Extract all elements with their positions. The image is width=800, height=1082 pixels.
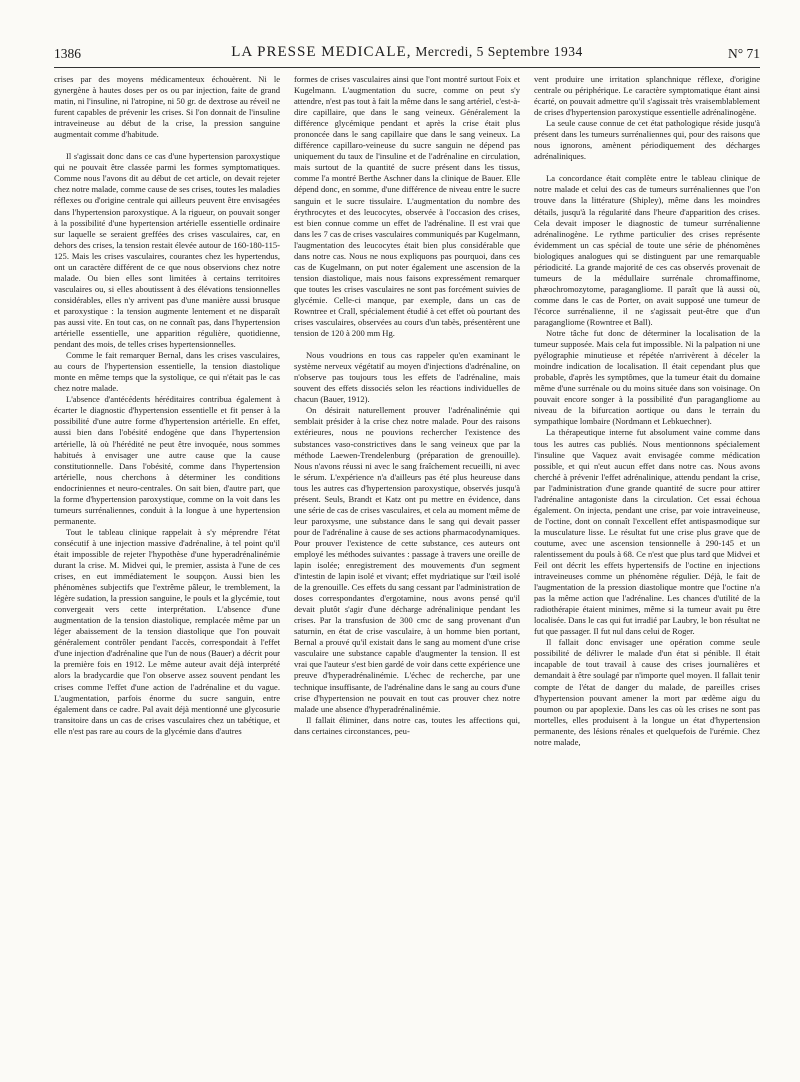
text-column-middle [294, 74, 520, 1072]
paragraph: vent produire une irritation splanchnique réflexe, d'origine centrale ou périphérique. Le caractère symptomatique étant ainsi écarté, on pouvait admettre qu'il s'agissait très vraisemblablement de crises d'hypertension paroxystique essentielle adrénalinogène. [534, 74, 760, 118]
paragraph: Notre tâche fut donc de déterminer la localisation de la tumeur supposée. Mais cela fut impossible. Ni la palpation ni une pyélographie minutieuse et répétée n'arrivèrent à déceler la moindre indication de localisation. Il était cependant plus que probable, d'après les symptômes, que la tumeur était du domaine même d'une surrénale ou du moins située dans son voisinage. On pouvait encore songer à la possibilité d'un paragangliome au niveau de la bifurcation aortique ou dans le terrain du sympathique lombaire (Nordmann et Lebkuechner). [534, 328, 760, 427]
text-column-left [54, 74, 280, 1072]
header-rule [54, 67, 760, 68]
paragraph: La concordance était complète entre le tableau clinique de notre malade et celui des cas de tumeurs surrénaliennes que l'on trouve dans la littérature (Shipley), même dans les moindres détails, jusqu'à la régularité dans l'heure d'apparition des crises. Cela devait imposer le diagnostic de tumeur surrénalienne adrénalinogène. Le rythme particulier des crises représente évidemment un cas spécial de toute une série de phénomènes biologiques analogues qui se distinguent par une remarquable périodicité. La grande majorité de ces cas observés provenait de tumeurs de la médullaire surrénale chromaffinome, phæochromozytome, paragangliome. Il paraît que là aussi où, comme dans le cas de Porter, on avait supposé une tumeur de l'écorce surrénalienne, il ne s'agissait peut-être que d'un paragangliome (Rowntree et Ball). [534, 173, 760, 327]
running-title [54, 44, 760, 61]
page-header [54, 44, 760, 68]
paragraph: La thérapeutique interne fut absolument vaine comme dans tous les autres cas publiés. Nous mentionnons spécialement l'insuline que Vaquez avait envisagée comme médication possible, et qui n'eut aucun effet dans notre cas. Nous avons cherché à prévenir l'effet adrénalinique, attendu pendant la crise, par l'administration d'une grande quantité de sucre pour attirer l'adrénaline antagoniste dans la circulation. Cet essai échoua également. On injecta, pendant une crise, par voie intraveineuse, de l'octine, dont on connaît l'excellent effet antispasmodique sur la musculature lisse. Le résultat fut une crise plus grave que de coutume, avec une ascension tensionnelle à 290-145 et un ralentissement du pouls à 68. Ce n'est que plus tard que Midvei et Feil ont décrit les effets hypertensifs de l'octine en injections intraveineuses comme un phénomène régulier. Déjà, le fait de l'augmentation de la pression diastolique montre que l'octine n'a pas la même action que l'adrénaline. Les chances d'utilité de la radiothérapie étaient minimes, même si la tumeur avait pu être localisée. Dans le cas qui fut irradié par Laubry, le bon résultat ne fut que passager. Il fut nul dans celui de Roger. [534, 427, 760, 637]
issue-date: Mercredi, 5 Septembre 1934 [415, 44, 583, 59]
paragraph: La seule cause connue de cet état pathologique réside jusqu'à présent dans les tumeurs surrénaliennes qui, pour des raisons que nous ignorons, amènent périodiquement des décharges adrénaliniques. [534, 118, 760, 162]
paragraph: L'absence d'antécédents héréditaires contribua également à écarter le diagnostic d'hypertension essentielle et fit penser à la possibilité d'une autre forme d'hypertension artérielle. En effet, aussi bien dans l'obésité endogène que dans l'hypertension artérielle, là où l'hérédité ne peut être invoquée, nous sommes habitués à envisager une autre cause que la cause constitutionnelle. Dans l'obésité, comme dans l'hypertension artérielle, nous cherchons à déterminer les conditions endocriniennes et neuro-centrales. On sait bien, d'autre part, que la forme d'hypertension paroxystique, comme on la voit dans les tumeurs surrénaliennes, conduit à la longue à une hypertension permanente. [54, 394, 280, 526]
paragraph: Il fallait donc envisager une opération comme seule possibilité de délivrer le malade d'un état si pénible. Il était incapable de tout travail à cause des crises journalières et demandait à être soulagé par n'importe quel moyen. Il fallait tenir compte de l'état de danger du malade, de pareilles crises d'hypertension pouvant amener la mort par œdème aigu du poumon ou par apoplexie. Dans les cas où les crises ne sont pas mortelles, elles produisent à la longue un état d'hypertension permanente, des lésions rénales et quelquefois de l'urémie. Chez notre malade, [534, 637, 760, 747]
paragraph: Il fallait éliminer, dans notre cas, toutes les affections qui, dans certaines circonstances, peu- [294, 714, 520, 736]
paragraph: On désirait naturellement prouver l'adrénalinémie qui semblait présider à la crise chez notre malade. Pour des raisons extérieures, nous ne pouvions rechercher l'existence des substances vaso-constrictives dans le sang veineux que par la méthode Laewen-Trendelenburg (préparation de grenouille). Nous n'avons réussi ni avec le sang fraîchement recueilli, ni avec le sérum. L'expérience n'a d'ailleurs pas été plus heureuse dans tous les autres cas d'hypertension paroxystique, observés jusqu'à présent. Seuls, Brandt et Katz ont pu mettre en évidence, dans une série de cas de crises vasculaires, et cela au moment même de leur paroxysme, une substance dans le sang qui devait passer pour de l'adrénaline à cause de ses actions pharmacodynamiques. Pour prouver l'existence de cette substance, ces auteurs ont employé les méthodes suivantes : passage à travers une oreille de lapin isolée; enregistrement des mouvements d'un segment d'intestin de lapin isolé et vivant; effet mydriatique sur l'œil isolé de la grenouille. Ces effets du sang cessant par l'administration de doses correspondantes d'ergotamine, nous avons pensé qu'il devait plutôt s'agir d'une décharge adrénalinique pendant les crises. Par la transfusion de 300 cmc de sang provenant d'un saturnin, en état de crise vasculaire, à un homme bien portant, Bernal a prouvé qu'il existait dans le sang au moment d'une crise vasculaire une substance capable d'augmenter la tension. Il est vrai que l'auteur s'est bien gardé de voir dans cette expérience une preuve d'hyperadrénalinémie. L'échec de recherche, par une technique insuffisante, de l'adrénaline dans le sang au cours d'une crise d'hypertension ne pouvait en tout cas prouver chez notre malade une absence d'hyperadrénalinémie. [294, 405, 520, 714]
publication-name: LA PRESSE MEDICALE, [231, 44, 412, 60]
paragraph: crises par des moyens médicamenteux échouèrent. Ni le gynergène à hautes doses per os ou par injection, faite de grand matin, ni l'insuline, ni l'atropine, ni 50 gr. de dextrose au réveil ne furent capables de prévenir les crises. Si l'on donnait de l'insuline intraveineuse au début de la crise, la pression sanguine augmentait comme d'habitude. [54, 74, 280, 140]
paragraph: Comme le fait remarquer Bernal, dans les crises vasculaires, au cours de l'hypertension essentielle, la tension diastolique monte en même temps que la systolique, ce qui n'était pas le cas chez notre malade. [54, 350, 280, 394]
issue-number: N° 71 [727, 46, 760, 61]
paragraph: Tout le tableau clinique rappelait à s'y méprendre l'état consécutif à une injection massive d'adrénaline, à tel point qu'il était impossible de rejeter l'hypothèse d'une hyperadrénalinémie durant la crise. M. Midvei qui, le premier, assista à l'une de ces crises, en eut immédiatement le soupçon. Aussi bien les phénomènes subjectifs que l'extrême pâleur, le tremblement, la légère sudation, la pression sanguine, le pouls et la glycémie, tout convergeait vers cette interprétation. L'absence d'une augmentation de la tension diastolique, remplacée même par un léger abaissement de la tension diastolique que l'on pouvait généralement contrôler pendant l'accès, correspondait à l'effet d'une injection d'adrénaline que l'un de nous (Bauer) a décrit pour la première fois en 1912. Le même auteur avait déjà interprété alors la bradycardie que l'on observe assez souvent pendant les crises comme l'effet d'une action de l'adrénaline et du vague. L'augmentation, parfois énorme du sucre sanguin, entre également dans ce cadre. Pal avait déjà mentionné une glycosurie transitoire dans un cas de crises vasculaires chez un tabétique, et elle n'est pas rare au cours de la glycémie dans d'autres [54, 526, 280, 736]
page-number: 1386 [54, 46, 81, 61]
paragraph: Nous voudrions en tous cas rappeler qu'en examinant le système nerveux végétatif au moyen d'injections d'adrénaline, on n'observe pas toujours tous les effets de l'adrénaline, mais souvent des effets dissociés selon les réactions individuelles de chacun (Bauer, 1912). [294, 350, 520, 405]
paragraph: Il s'agissait donc dans ce cas d'une hypertension paroxystique qui ne pouvait être classée parmi les formes symptomatiques. Comme nous l'avons dit au début de cet article, on devait rejeter chez notre malade, comme cause de ses crises, toutes les maladies réflexes ou d'origine centrale qui ailleurs peuvent être envisagées dans l'hypertension paroxystique. A la rigueur, on pouvait songer à la possibilité d'une hypertension artérielle essentielle ordinaire sur laquelle se seraient greffées des crises vasculaires, car, en dehors des crises, la tension restait élevée autour de 160-180-115-125. Mais les crises vasculaires, courantes chez les hypertendus, ont un caractère différent de ce que nous observions chez notre malade. Ou bien elles sont limitées à certains territoires vasculaires ou, si elles aboutissent à des élévations tensionnelles considérables, elles n'y arrivent pas d'une manière aussi brusque et paroxystique : la tension augmente lentement et ne disparaît pas aussi vite. En tout cas, on ne connaît pas, dans l'hypertension artérielle essentielle, une apparition régulière, quotidienne, pendant des mois, de telles crises hypertensionnelles. [54, 151, 280, 350]
paragraph: formes de crises vasculaires ainsi que l'ont montré surtout Foix et Kugelmann. L'augmentation du sucre, comme on peut s'y attendre, n'est pas tout à fait la même dans le sang artériel, c'est-à-dire capillaire, que dans le sang veineux. Généralement la différence glycémique pendant et après la crise était plus prononcée dans le sang capillaire que dans le sang veineux. La différence capillaro-veineuse du sucre sanguin ne dépend pas uniquement du taux de l'insuline et de l'adrénaline en circulation, mais surtout de la quantité de sucre présent dans les tissus, comme l'a montré Berthe Aschner dans la clinique de Bauer. Elle dépend donc, en somme, d'une différence de niveau entre le sucre sanguin et le sucre tissulaire. L'augmentation du nombre des érythrocytes et des leucocytes, observée à l'occasion des crises, est bien connue comme un effet de l'adrénaline. Il est vrai que dans les 7 cas de crises vasculaires communiqués par Kugelmann, l'augmentation des leucocytes était bien plus considérable que dans notre cas. Nous ne nous expliquons pas pourquoi, dans ces cas de Kugelmann, on put noter également une ascension de la tension diastolique, mais nous faisons expressément remarquer que toutes les crises vasculaires ne sont pas forcément suivies de glycémie. Celle-ci manque, par exemple, dans un cas de Rowntree et Crall, spécialement étudié à cet effet où pourtant des crises vasculaires, observées au cours d'un tabès, présentèrent une tension de 120 à 200 mm Hg. [294, 74, 520, 339]
text-column-right [534, 74, 760, 1072]
article-body [54, 74, 760, 1072]
